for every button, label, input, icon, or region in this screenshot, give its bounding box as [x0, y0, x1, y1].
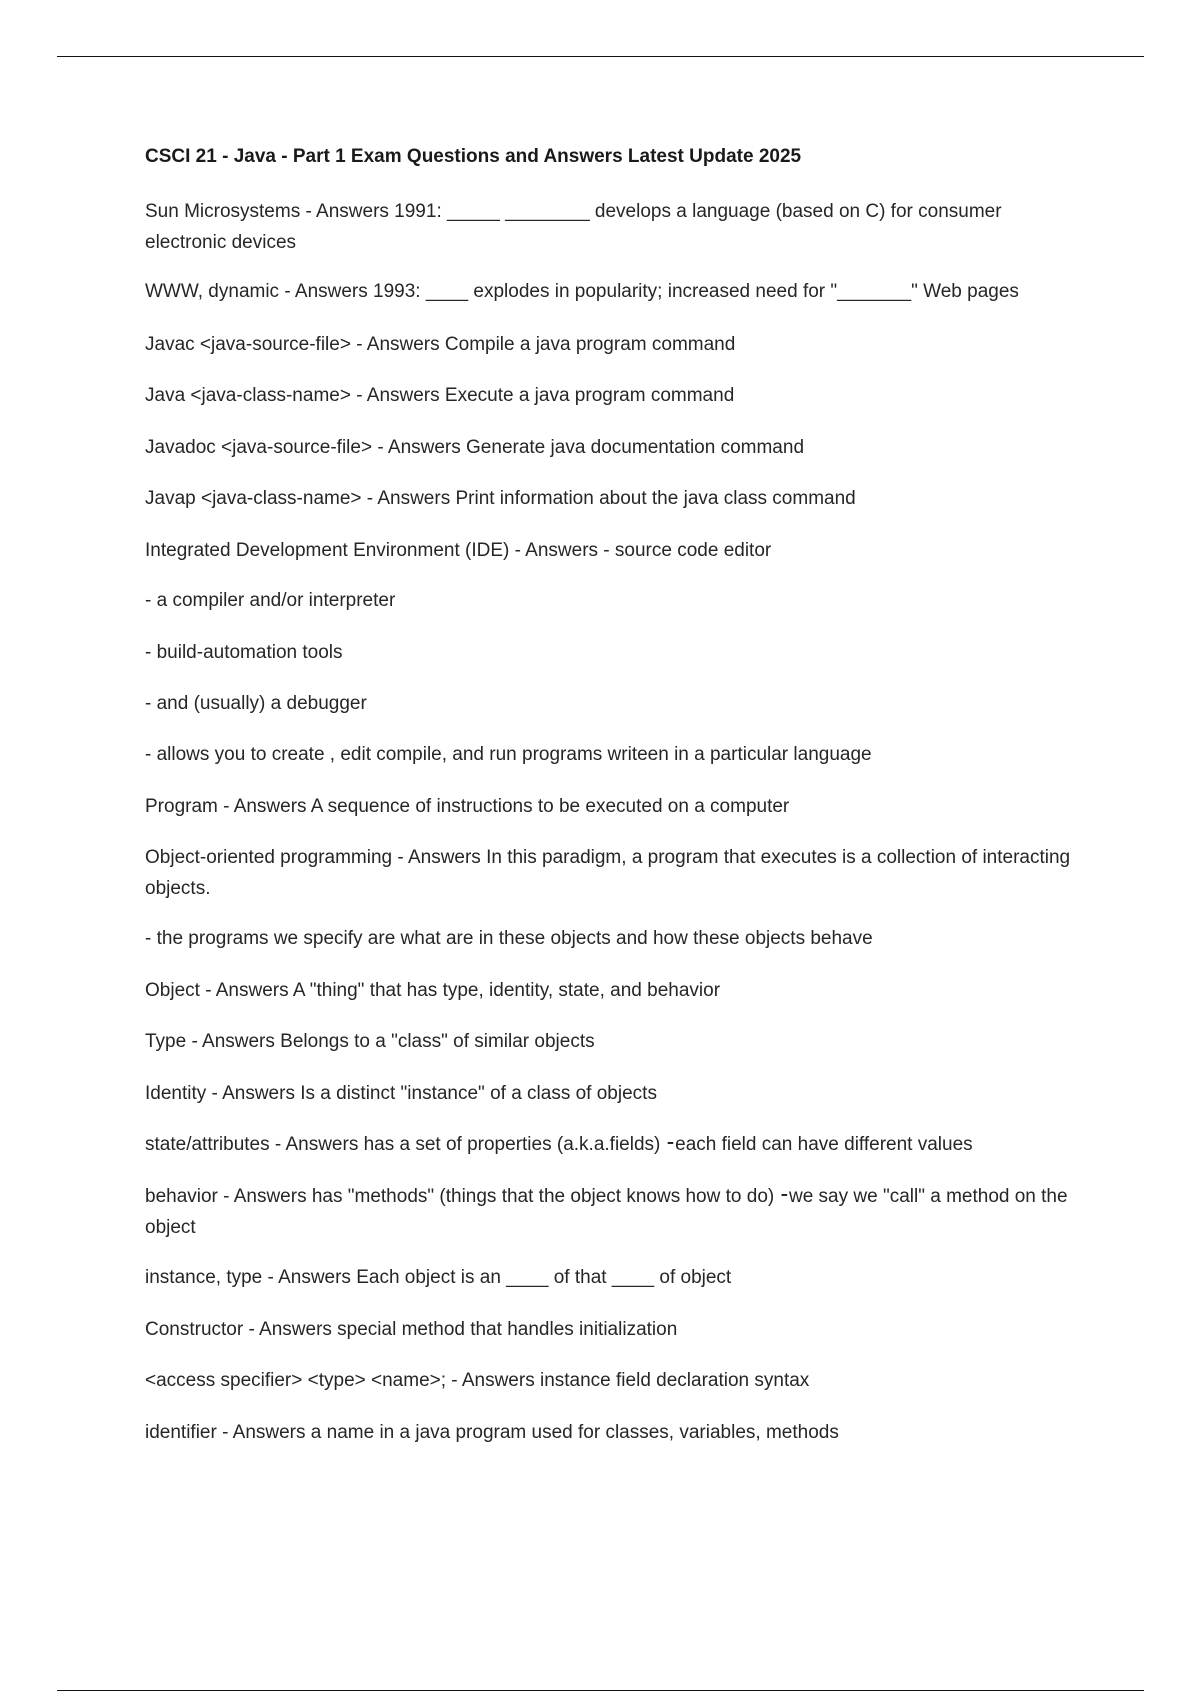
qa-line-21: Constructor - Answers special method that handles initialization: [145, 1319, 678, 1340]
qa-line-15: Object - Answers A "thing" that has type, identity, state, and behavior: [145, 980, 721, 1001]
qa-line-2: WWW, dynamic - Answers 1993: ____ explodes in popularity; increased need for "_______" Web pages: [145, 281, 1019, 302]
qa-line-10: - and (usually) a debugger: [145, 693, 367, 714]
qa-line-6: Javap <java-class-name> - Answers Print information about the java class command: [145, 488, 856, 509]
document-title: CSCI 21 - Java - Part 1 Exam Questions and Answers Latest Update 2025: [145, 146, 802, 167]
bottom-rule: [57, 1690, 1144, 1691]
qa-line-23: identifier - Answers a name in a java program used for classes, variables, methods: [145, 1422, 839, 1443]
qa-line-18: state/attributes - Answers has a set of properties (a.k.a.fields) ⁃each field can have different values: [145, 1134, 973, 1155]
qa-line-22: <access specifier> <type> <name>; - Answers instance field declaration syntax: [145, 1370, 810, 1391]
qa-line-1: Sun Microsystems - Answers 1991: _____ ________ develops a language (based on C) for consumer electronic devices: [145, 201, 1002, 253]
qa-line-7: Integrated Development Environment (IDE) - Answers - source code editor: [145, 540, 772, 561]
qa-line-9: - build-automation tools: [145, 642, 343, 663]
qa-line-19: behavior - Answers has "methods" (things that the object knows how to do) ⁃we say we "call" a method on the object: [145, 1186, 1068, 1238]
qa-line-17: Identity - Answers Is a distinct "instance" of a class of objects: [145, 1083, 657, 1104]
qa-line-8: - a compiler and/or interpreter: [145, 590, 396, 611]
top-rule: [57, 56, 1144, 57]
qa-line-3: Javac <java-source-file> - Answers Compile a java program command: [145, 334, 736, 355]
qa-line-4: Java <java-class-name> - Answers Execute a java program command: [145, 385, 735, 406]
qa-line-14: - the programs we specify are what are in these objects and how these objects behave: [145, 928, 873, 949]
qa-line-20: instance, type - Answers Each object is an ____ of that ____ of object: [145, 1267, 732, 1288]
qa-line-16: Type - Answers Belongs to a "class" of similar objects: [145, 1031, 595, 1052]
qa-line-13: Object-oriented programming - Answers In this paradigm, a program that executes is a collection of interacting objects.: [145, 847, 1071, 899]
qa-line-11: - allows you to create , edit compile, and run programs writeen in a particular language: [145, 744, 872, 765]
qa-line-5: Javadoc <java-source-file> - Answers Generate java documentation command: [145, 437, 805, 458]
qa-line-12: Program - Answers A sequence of instructions to be executed on a computer: [145, 796, 790, 817]
